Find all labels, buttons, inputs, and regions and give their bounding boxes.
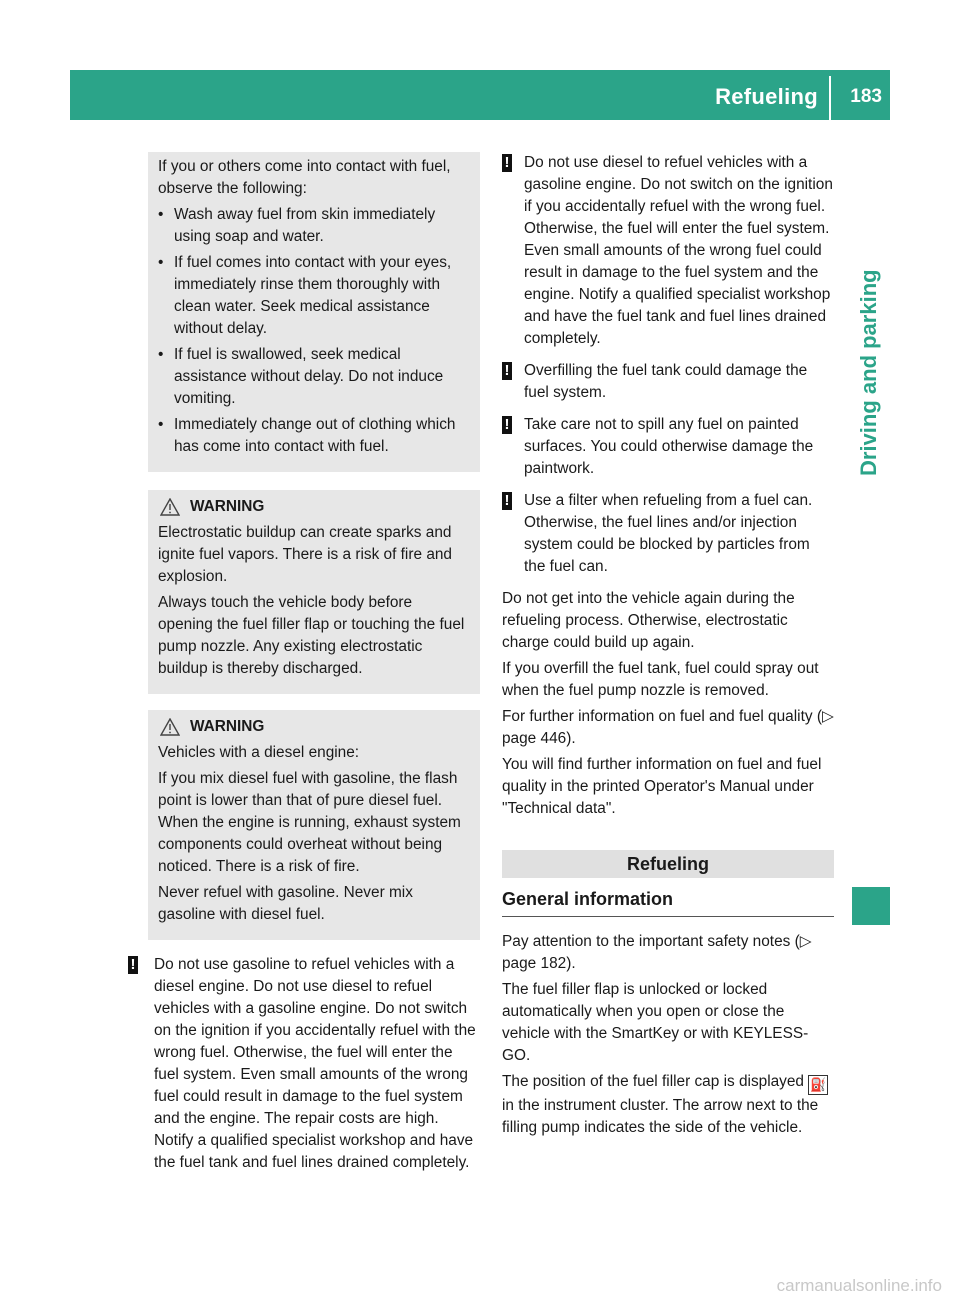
warning-heading [158,496,470,518]
warning-text: Always touch the vehicle body before opening the fuel filler flap or touching the fuel pump nozzle. Any existing electrostatic buildup is thereby discharged. [158,594,465,677]
right-column [502,152,834,1143]
list-item-text: Immediately change out of clothing which has come into contact with fuel. [174,416,456,455]
fuel-contact-box [148,152,480,472]
header-title: Refueling [715,84,818,109]
body-text-part: in the instrument cluster. The arrow next to the filling pump indicates the side of the vehicle. [502,1097,819,1136]
warning-heading [158,716,470,738]
notice-filter [502,490,834,578]
list-item [158,204,470,248]
warning-triangle-icon [160,718,180,736]
header-bar [70,70,890,120]
body-text: Pay attention to the important safety notes (▷ page 182). [502,933,812,972]
bullet-icon: • [158,206,164,223]
notice-icon: ! [128,956,138,974]
list-item-text: Wash away fuel from skin immediately using soap and water. [174,206,436,245]
notice-text: Do not use diesel to refuel vehicles with a gasoline engine. Do not switch on the ignition if you accidentally refuel with the wrong fuel. Otherwise, the fuel will enter the fuel system. Even small amounts of the wrong fuel could result in damage to the fuel system and the engine. Notify a qualified specialist workshop and have the fuel tank and fuel lines drained completely. [524,154,833,347]
fuel-contact-intro: If you or others come into contact with fuel, observe the following: [158,158,451,197]
warning-triangle-icon [160,498,180,516]
body-text: If you overfill the fuel tank, fuel could spray out when the fuel pump nozzle is removed. [502,660,819,699]
bullet-icon: • [158,346,164,363]
side-tab [852,240,890,480]
warning-label: WARNING [190,718,265,735]
notice-text: Overfilling the fuel tank could damage the fuel system. [524,362,808,401]
list-item [158,252,470,340]
warning-text: Electrostatic buildup can create sparks and ignite fuel vapors. There is a risk of fire and explosion. [158,524,452,585]
subsection-heading: General information [502,888,834,917]
list-item-text: If fuel is swallowed, seek medical assistance without delay. Do not induce vomiting. [174,346,444,407]
notice-paint [502,414,834,480]
notice-text: Do not use gasoline to refuel vehicles with a diesel engine. Do not use diesel to refuel vehicles with a gasoline engine. Do not switch on the ignition if you accidentally refuel with the wrong fuel. Otherwise, the fuel will enter the fuel system. Even small amounts of the wrong fuel could result in damage to the fuel system and the engine. The repair costs are high. Notify a qualified specialist workshop and have the fuel tank and fuel lines drained completely. [154,956,476,1171]
warning-label: WARNING [190,498,265,515]
watermark: carmanualsonline.info [776,1276,942,1295]
body-text-part: The position of the fuel filler cap is displayed [502,1073,804,1090]
bullet-icon: • [158,416,164,433]
body-text: The fuel filler flap is unlocked or locked automatically when you open or close the vehicle with the SmartKey or with KEYLESS-GO. [502,981,809,1064]
notice-icon: ! [502,416,512,434]
warning-text: If you mix diesel fuel with gasoline, the flash point is lower than that of pure diesel fuel. When the engine is running, exhaust system components could overheat without being noticed. There is a risk of fire. [158,770,461,875]
warning-text: Vehicles with a diesel engine: [158,744,360,761]
warning-box-electrostatic [148,490,480,694]
notice-diesel [502,152,834,350]
notice-overfilling [502,360,834,404]
left-column [130,152,480,1184]
notice-icon: ! [502,492,512,510]
header-separator [829,76,831,120]
warning-box-diesel [148,710,480,940]
notice-text: Take care not to spill any fuel on painted surfaces. You could otherwise damage the paintwork. [524,416,814,477]
body-text: Do not get into the vehicle again during the refueling process. Otherwise, electrostatic charge could build up again. [502,590,795,651]
bullet-icon: • [158,254,164,271]
notice-text: Use a filter when refueling from a fuel can. Otherwise, the fuel lines and/or injection system could be blocked by particles from the fuel can. [524,492,813,575]
side-tab-label: Driving and parking [856,269,881,476]
fuel-contact-list [158,204,470,458]
list-item [158,414,470,458]
body-text: For further information on fuel and fuel quality (▷ page 446). [502,708,834,747]
body-text [502,1071,834,1139]
list-item [158,344,470,410]
notice-icon: ! [502,362,512,380]
fuel-pump-icon: ⛽ [808,1075,828,1095]
list-item-text: If fuel comes into contact with your eyes, immediately rinse them thoroughly with clean water. Seek medical assistance without delay. [174,254,452,337]
notice-gasoline-diesel [128,954,480,1174]
page-number: 183 [850,86,882,107]
notice-icon: ! [502,154,512,172]
section-heading: Refueling [502,850,834,878]
side-marker [852,887,890,925]
body-text: You will find further information on fuel and fuel quality in the printed Operator's Manual under "Technical data". [502,756,822,817]
warning-text: Never refuel with gasoline. Never mix gasoline with diesel fuel. [158,884,413,923]
